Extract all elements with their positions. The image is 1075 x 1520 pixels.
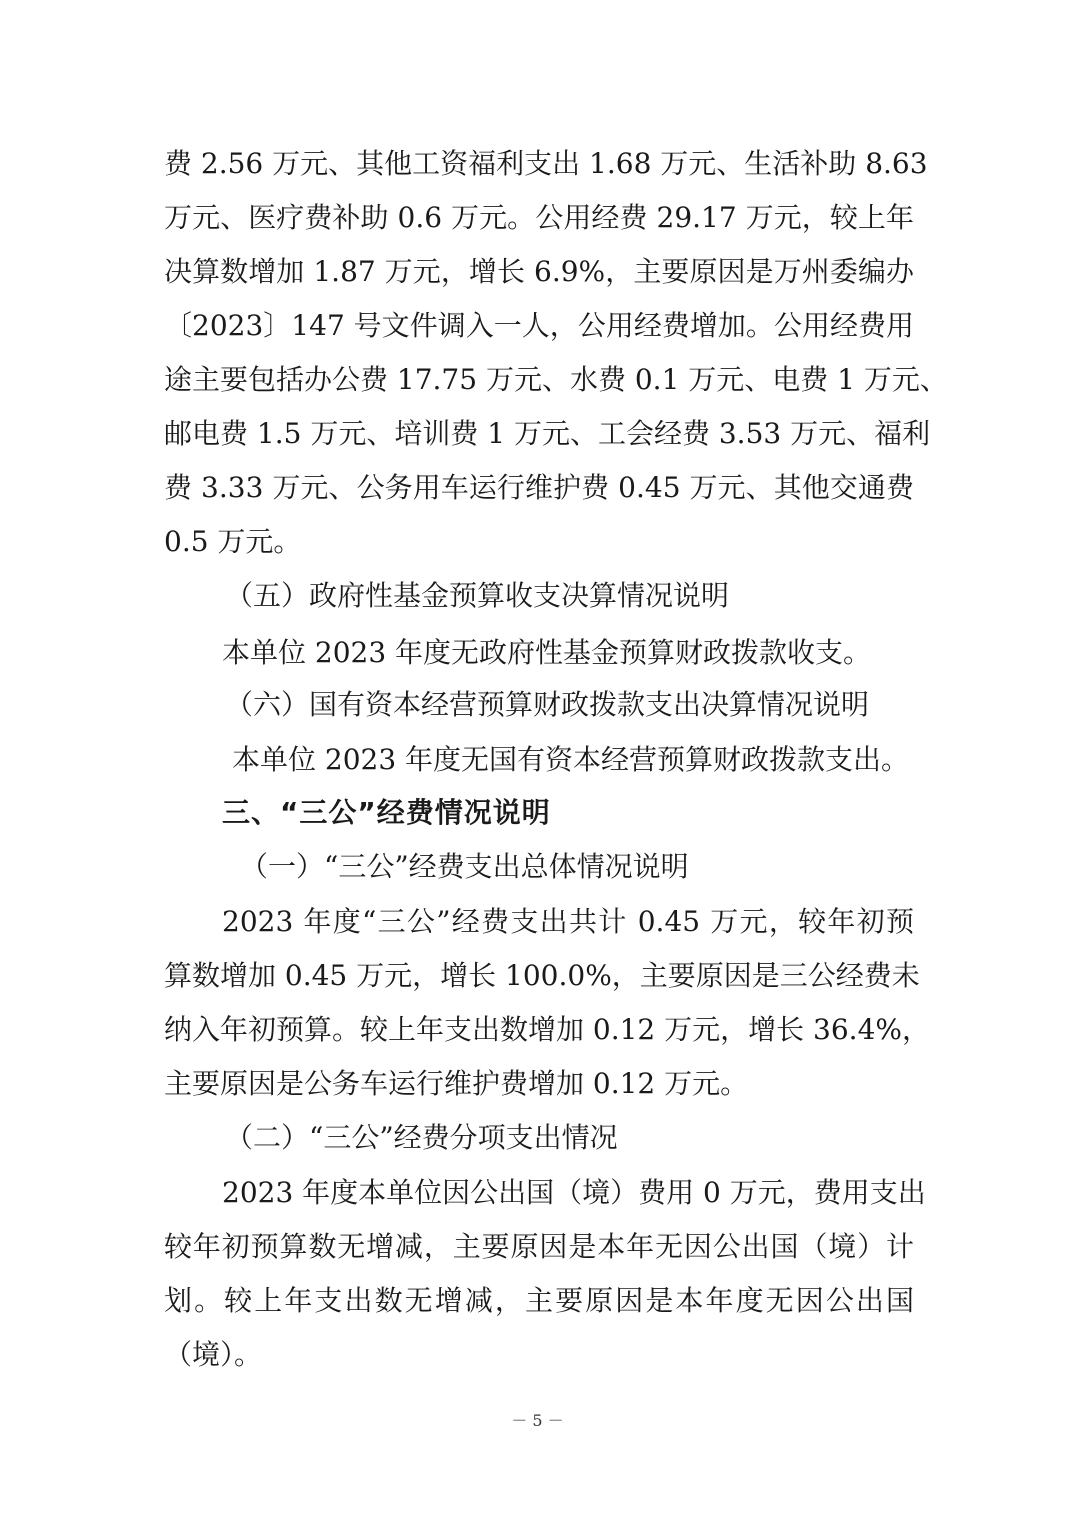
paragraph-line: 2023 年度“三公”经费支出共计 0.45 万元，较年初预 — [222, 905, 914, 938]
paragraph-line: 邮电费 1.5 万元、培训费 1 万元、工会经费 3.53 万元、福利 — [164, 417, 931, 450]
section-heading-5: （五）政府性基金预算收支决算情况说明 — [225, 579, 730, 612]
paragraph-line: 主要原因是公务车运行维护费增加 0.12 万元。 — [164, 1067, 749, 1100]
section-heading-6: （六）国有资本经营预算财政拨款支出决算情况说明 — [225, 688, 870, 721]
paragraph-line: 费 2.56 万元、其他工资福利支出 1.68 万元、生活补助 8.63 — [164, 147, 928, 180]
paragraph-line: 纳入年初预算。较上年支出数增加 0.12 万元，增长 36.4%， — [164, 1013, 930, 1046]
paragraph-line: 本单位 2023 年度无国有资本经营预算财政拨款支出。 — [232, 743, 910, 776]
paragraph-line: 2023 年度本单位因公出国（境）费用 0 万元，费用支出 — [222, 1176, 926, 1209]
section-heading-3-2: （二）“三公”经费分项支出情况 — [225, 1121, 618, 1154]
paragraph-line: 途主要包括办公费 17.75 万元、水费 0.1 万元、电费 1 万元、 — [164, 363, 948, 396]
paragraph-line: 较年初预算数无增减，主要原因是本年无因公出国（境）计 — [164, 1230, 914, 1263]
page-number: － 5 － — [511, 1411, 564, 1430]
paragraph-line: 本单位 2023 年度无政府性基金预算财政拨款收支。 — [222, 636, 872, 669]
paragraph-line: 划。较上年支出数无增减，主要原因是本年度无因公出国 — [164, 1284, 914, 1317]
paragraph-line: 算数增加 0.45 万元，增长 100.0%，主要原因是三公经费未 — [164, 959, 920, 992]
paragraph-line: 万元、医疗费补助 0.6 万元。公用经费 29.17 万元，较上年 — [164, 201, 914, 234]
paragraph-line: 0.5 万元。 — [164, 525, 302, 558]
section-heading-3-1: （一）“三公”经费支出总体情况说明 — [240, 850, 689, 883]
paragraph-line: （境）。 — [164, 1338, 263, 1371]
paragraph-line: 〔2023〕147 号文件调入一人，公用经费增加。公用经费用 — [164, 309, 914, 342]
paragraph-line: 决算数增加 1.87 万元，增长 6.9%，主要原因是万州委编办 — [164, 255, 914, 288]
chapter-heading-3: 三、“三公”经费情况说明 — [222, 796, 551, 829]
paragraph-line: 费 3.33 万元、公务用车运行维护费 0.45 万元、其他交通费 — [164, 471, 914, 504]
